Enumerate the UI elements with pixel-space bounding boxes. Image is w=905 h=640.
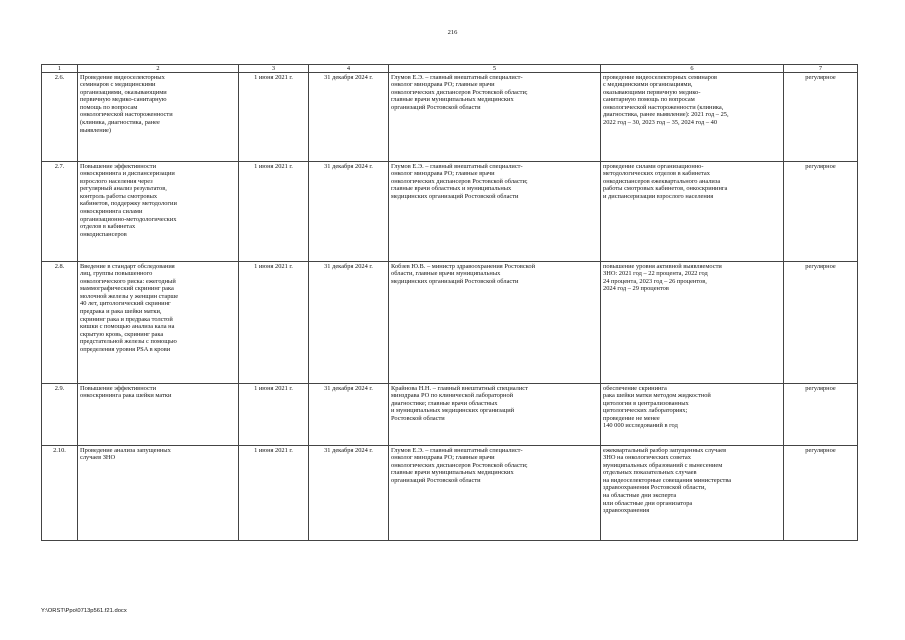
responsible-cell-line: Глумов Е.Э. – главный внештатный специалист-: [391, 162, 523, 170]
task-cell-line: маммографический скрининг рака: [80, 285, 174, 293]
result-cell-line: ежеквартальный разбор запущенных случаев: [603, 446, 727, 454]
responsible-cell-line: Глумов Е.Э. – главный внештатный специалист-: [391, 446, 523, 454]
task-cell-line: кабинетов, поддержку методологии: [80, 200, 177, 208]
row-number: 2.8.: [42, 262, 78, 384]
task-cell: [78, 262, 239, 384]
task-cell-line: лиц, группы повышенного: [80, 270, 153, 278]
result-cell-line: ЗНО на онкологических советах: [603, 454, 691, 462]
start-date: 1 июня 2021 г.: [239, 446, 309, 541]
responsible-cell-line: минздрава РО по клинической лабораторной: [391, 392, 514, 400]
result-cell-line: проведение видеоселекторных семинаров: [603, 73, 718, 81]
responsible-cell-line: онкологических диспансеров Ростовской области;: [391, 461, 528, 469]
task-cell-line: предрака и рака шейки матки,: [80, 308, 162, 316]
result-cell: [601, 262, 784, 384]
task-cell-line: онкологического риска: ежегодный: [80, 277, 176, 285]
result-cell-line: диагностика, ранее выявление): 2021 год – 25,: [603, 111, 729, 119]
responsible-cell-line: главные врачи муниципальных медицинских: [391, 96, 514, 104]
end-date: 31 декабря 2024 г.: [309, 384, 389, 446]
row-number: 2.10.: [42, 446, 78, 541]
result-cell: [601, 162, 784, 262]
task-cell-line: отделов в кабинетах: [80, 223, 136, 231]
result-cell-line: 24 процента, 2023 год – 26 процентов,: [603, 277, 707, 285]
table-row: [42, 384, 858, 446]
task-cell-line: (клиника, диагностика, ранее: [80, 119, 160, 127]
frequency-cell: регулярное: [784, 384, 858, 446]
column-header: 7: [784, 65, 858, 73]
header-row: [42, 65, 858, 73]
responsible-cell-line: Крайнова Н.Н. – главный внештатный специалист: [391, 384, 528, 392]
task-cell-line: предстательной железы с помощью: [80, 338, 177, 346]
result-cell-line: оказывающими первичную медико-: [603, 88, 701, 96]
result-cell-line: или областные дни организатора: [603, 499, 693, 507]
task-cell: [78, 73, 239, 162]
result-cell-line: обеспечение скрининга: [603, 384, 667, 392]
result-cell-line: проведение силами организационно-: [603, 162, 704, 170]
task-cell-line: взрослого населения через: [80, 177, 153, 185]
responsible-cell-line: медицинских организаций Ростовской области: [391, 277, 519, 285]
task-cell-line: онкоскрининга силами: [80, 208, 143, 216]
responsible-cell-line: медицинских организаций Ростовской области: [391, 192, 519, 200]
responsible-cell-line: Ростовской области: [391, 414, 445, 422]
row-number: 2.6.: [42, 73, 78, 162]
responsible-cell: [389, 162, 601, 262]
task-cell: [78, 384, 239, 446]
frequency-cell: регулярное: [784, 162, 858, 262]
result-cell-line: онкологической настороженности (клиника,: [603, 103, 724, 111]
result-cell: [601, 73, 784, 162]
page-number: 216: [447, 29, 458, 36]
task-cell-line: организациями, оказывающими: [80, 88, 167, 96]
frequency-cell: регулярное: [784, 262, 858, 384]
responsible-cell-line: онкологических диспансеров Ростовской области;: [391, 88, 528, 96]
responsible-cell-line: онколог минздрава РО; главные врачи: [391, 170, 495, 178]
table-row: [42, 446, 858, 541]
end-date: 31 декабря 2024 г.: [309, 162, 389, 262]
result-cell-line: рака шейки матки методом жидкостной: [603, 392, 711, 400]
responsible-cell-line: организаций Ростовской области: [391, 476, 481, 484]
result-cell-line: проведение не менее: [603, 414, 660, 422]
task-cell-line: семинаров с медицинскими: [80, 81, 156, 89]
task-cell-line: 40 лет, цитологический скрининг: [80, 300, 171, 308]
measures-table: [41, 64, 858, 541]
result-cell-line: цитологии в централизованных: [603, 399, 689, 407]
result-cell-line: ЗНО: 2021 год – 22 процента, 2022 год: [603, 270, 708, 278]
responsible-cell-line: Кобзев Ю.В. – министр здравоохранения Ростовской: [391, 262, 536, 270]
column-header: 3: [239, 65, 309, 73]
responsible-cell-line: области, главные врачи муниципальных: [391, 270, 501, 278]
task-cell-line: случаев ЗНО: [80, 454, 116, 462]
table-row: [42, 162, 858, 262]
result-cell-line: на областные дни эксперта: [603, 492, 677, 500]
result-cell-line: здравоохранения: [603, 507, 650, 515]
task-cell-line: организационно-методологических: [80, 215, 177, 223]
result-cell-line: и диспансеризации взрослого населения: [603, 192, 714, 200]
result-cell-line: онкодиспансеров ежеквартального анализа: [603, 177, 721, 185]
responsible-cell-line: главные врачи областных и муниципальных: [391, 185, 512, 193]
task-cell-line: онкодиспансеров: [80, 230, 127, 238]
responsible-cell: [389, 446, 601, 541]
task-cell-line: первичную медико-санитарную: [80, 96, 167, 104]
task-cell-line: Повышение эффективности: [80, 384, 157, 392]
result-cell: [601, 384, 784, 446]
responsible-cell-line: онколог минздрава РО; главные врачи: [391, 454, 495, 462]
result-cell-line: муниципальных образований с вынесением: [603, 461, 723, 469]
start-date: 1 июня 2021 г.: [239, 384, 309, 446]
column-header: 2: [78, 65, 239, 73]
responsible-cell-line: и муниципальных медицинских организаций: [391, 407, 515, 415]
task-cell-line: Повышение эффективности: [80, 162, 157, 170]
responsible-cell-line: диагностике; главные врачи областных: [391, 399, 498, 407]
frequency-cell: регулярное: [784, 73, 858, 162]
result-cell-line: цитологических лабораториях;: [603, 407, 688, 415]
task-cell-line: регулярный анализ результатов,: [80, 185, 167, 193]
result-cell-line: 140 000 исследований в год: [603, 422, 678, 430]
result-cell-line: 2022 год – 30, 2023 год – 35, 2024 год – 40: [603, 119, 718, 127]
result-cell-line: работы смотровых кабинетов, онкоскрининга: [603, 185, 728, 193]
task-cell: [78, 446, 239, 541]
result-cell-line: отдельных показательных случаев: [603, 469, 697, 477]
task-cell-line: контроль работы смотровых: [80, 192, 158, 200]
task-cell-line: выявление): [80, 126, 112, 134]
result-cell-line: повышение уровня активной выявляемости: [603, 262, 722, 270]
frequency-cell: регулярное: [784, 446, 858, 541]
task-cell-line: онкологической настороженности: [80, 111, 173, 119]
end-date: 31 декабря 2024 г.: [309, 446, 389, 541]
result-cell-line: санитарную помощь по вопросам: [603, 96, 695, 104]
result-cell-line: с медицинскими организациями,: [603, 81, 693, 89]
end-date: 31 декабря 2024 г.: [309, 73, 389, 162]
end-date: 31 декабря 2024 г.: [309, 262, 389, 384]
result-cell-line: на видеоселекторные совещания министерства: [603, 476, 732, 484]
task-cell-line: определения уровня PSA в крови: [80, 346, 171, 354]
responsible-cell-line: онколог минздрава РО; главные врачи: [391, 81, 495, 89]
task-cell-line: онкоскрининга и диспансеризации: [80, 170, 175, 178]
responsible-cell-line: главные врачи муниципальных медицинских: [391, 469, 514, 477]
table-row: [42, 73, 858, 162]
responsible-cell: [389, 384, 601, 446]
task-cell-line: кишки с помощью анализа кала на: [80, 323, 175, 331]
column-header: 1: [42, 65, 78, 73]
responsible-cell: [389, 262, 601, 384]
task-cell: [78, 162, 239, 262]
row-number: 2.9.: [42, 384, 78, 446]
responsible-cell-line: Глумов Е.Э. – главный внештатный специалист-: [391, 73, 523, 81]
footer-file-path: Y:\ORST\Ppo\0713p561.f21.docx: [41, 608, 127, 614]
responsible-cell-line: организаций Ростовской области: [391, 103, 481, 111]
start-date: 1 июня 2021 г.: [239, 162, 309, 262]
task-cell-line: скрининг рака и предрака толстой: [80, 315, 173, 323]
result-cell: [601, 446, 784, 541]
column-header: 4: [309, 65, 389, 73]
result-cell-line: 2024 год – 29 процентов: [603, 285, 669, 293]
column-header: 5: [389, 65, 601, 73]
table-row: [42, 262, 858, 384]
column-header: 6: [601, 65, 784, 73]
task-cell-line: Введение в стандарт обследования: [80, 262, 175, 270]
responsible-cell: [389, 73, 601, 162]
task-cell-line: онкоскрининга рака шейки матки: [80, 392, 172, 400]
result-cell-line: здравоохранения Ростовской области,: [603, 484, 707, 492]
row-number: 2.7.: [42, 162, 78, 262]
result-cell-line: методологических отделов в кабинетах: [603, 170, 710, 178]
start-date: 1 июня 2021 г.: [239, 262, 309, 384]
task-cell-line: скрытую кровь, скрининг рака: [80, 330, 164, 338]
task-cell-line: Проведение видеоселекторных: [80, 73, 165, 81]
responsible-cell-line: онкологических диспансеров Ростовской области;: [391, 177, 528, 185]
task-cell-line: молочной железы у женщин старше: [80, 292, 179, 300]
task-cell-line: Проведение анализа запущенных: [80, 446, 171, 454]
task-cell-line: помощь по вопросам: [80, 103, 138, 111]
start-date: 1 июня 2021 г.: [239, 73, 309, 162]
